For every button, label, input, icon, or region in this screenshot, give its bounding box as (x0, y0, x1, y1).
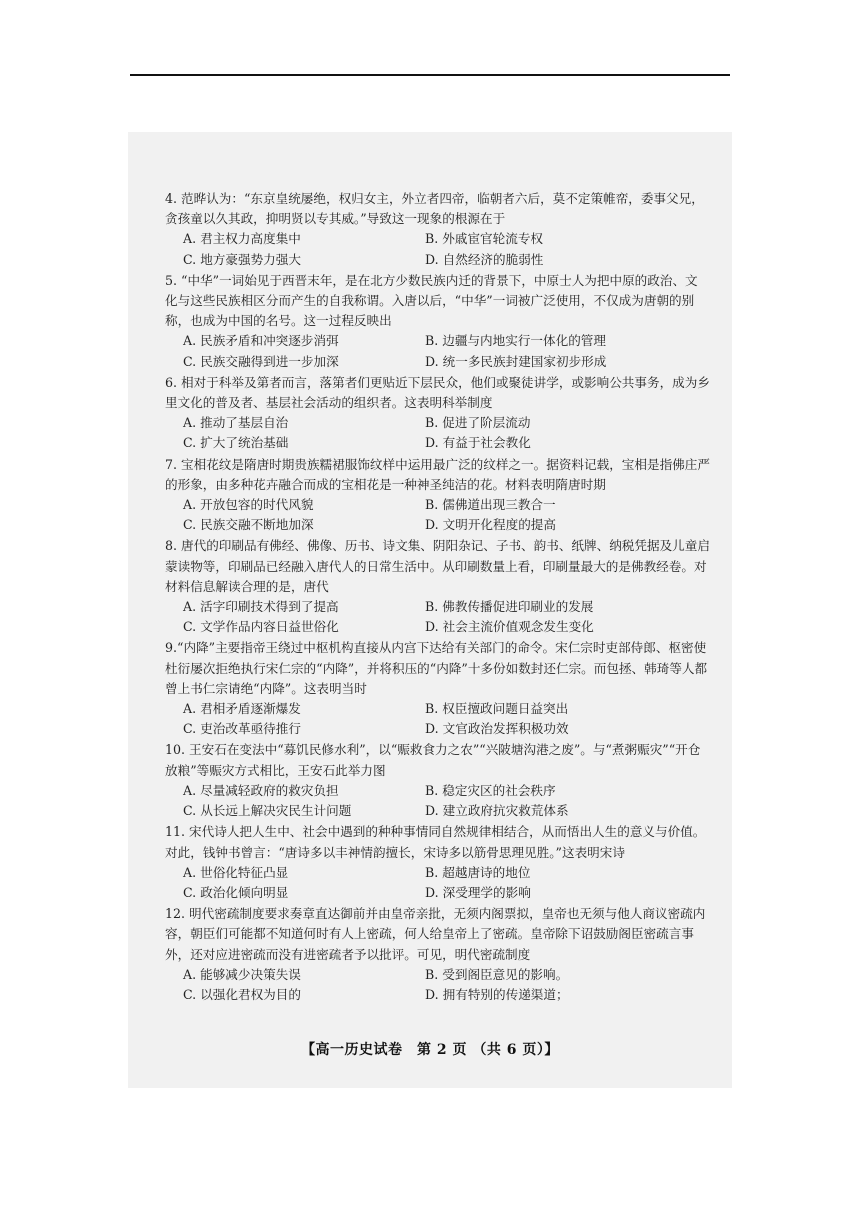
option-grid (183, 699, 710, 739)
question-stem: 10. 王安石在变法中“募饥民修水利”，以“赈救食力之农”“兴陂塘沟港之废”。与“煮粥赈灾”“开仓放粮”等赈灾方式相比，王安石此举力图 (165, 742, 701, 778)
option-c[interactable]: C. 地方豪强势力强大 (183, 251, 301, 267)
option-a[interactable]: A. 能够减少决策失误 (183, 966, 301, 982)
question-7 (165, 455, 710, 536)
question-stem: 4. 范晔认为：“东京皇统屡绝，权归女主，外立者四帝，临朝者六后，莫不定策帷帟，委事父兄，贪孩童以久其政，抑明贤以专其威。”导致这一现象的根源在于 (165, 191, 704, 227)
page-footer: 【高一历史试卷 第 2 页 （共 6 页）】 (301, 1042, 559, 1058)
option-c[interactable]: C. 文学作品内容日益世俗化 (183, 619, 339, 635)
option-d[interactable]: D. 统一多民族封建国家初步形成 (425, 353, 607, 369)
question-10 (165, 740, 710, 821)
option-a[interactable]: A. 君相矛盾逐渐爆发 (183, 701, 301, 717)
option-d[interactable]: D. 社会主流价值观念发生变化 (425, 619, 594, 635)
option-d[interactable]: D. 建立政府抗灾救荒体系 (425, 803, 569, 819)
option-b[interactable]: B. 佛教传播促进印刷业的发展 (425, 599, 594, 615)
option-c[interactable]: C. 从长远上解决灾民生计问题 (183, 803, 352, 819)
option-grid (183, 863, 710, 903)
option-c[interactable]: C. 以强化君权为目的 (183, 986, 301, 1002)
option-grid (183, 413, 710, 453)
option-a[interactable]: A. 君主权力高度集中 (183, 231, 301, 247)
option-d[interactable]: D. 文官政治发挥积极功效 (425, 721, 569, 737)
question-stem: 9.“内降”主要指帝王绕过中枢机构直接从内宫下达给有关部门的命令。宋仁宗时吏部侍郎、枢密使杜衍屡次拒绝执行宋仁宗的“内降”，并将积压的“内降”十多份如数封还仁宗。而包拯、韩琦等人都曾上书仁宗请绝“内降”。这表明当时 (165, 640, 708, 696)
option-grid (183, 597, 710, 637)
option-a[interactable]: A. 世俗化特征凸显 (183, 864, 289, 880)
option-a[interactable]: A. 活字印刷技术得到了提高 (183, 599, 339, 615)
option-a[interactable]: A. 推动了基层自治 (183, 415, 289, 431)
question-stem: 5. “中华”一词始见于西晋末年，是在北方少数民族内迁的背景下，中原士人为把中原的政治、文化与这些民族相区分而产生的自我称谓。入唐以后，“中华”一词被广泛使用，不仅成为唐朝的别称，也成为中国的名号。这一过程反映出 (165, 272, 698, 329)
option-grid (183, 495, 710, 535)
question-6 (165, 373, 710, 454)
question-stem: 12. 明代密疏制度要求奏章直达御前并由皇帝亲批，无须内阁票拟，皇帝也无须与他人商议密疏内容，朝臣们可能都不知道何时有人上密疏，何人给皇帝上了密疏。皇帝除下诏鼓励阁臣密疏言事外，还对应进密疏而没有进密疏者予以批评。可见，明代密疏制度 (165, 906, 706, 962)
option-d[interactable]: D. 文明开化程度的提高 (425, 517, 556, 533)
option-b[interactable]: B. 超越唐诗的地位 (425, 864, 531, 880)
question-stem: 6. 相对于科举及第者而言，落第者们更贴近下层民众，他们或聚徒讲学，或影响公共事务，成为乡里文化的普及者、基层社会活动的组织者。这表明科举制度 (165, 374, 710, 411)
option-a[interactable]: A. 开放包容的时代风貌 (183, 497, 314, 513)
question-stem: 7. 宝相花纹是隋唐时期贵族糯裙服饰纹样中运用最广泛的纹样之一。据资料记载，宝相是指佛庄严的形象，由多种花卉融合而成的宝相花是一种神圣纯洁的花。材料表明隋唐时期 (165, 456, 710, 492)
question-list (165, 189, 710, 1006)
question-9 (165, 638, 710, 739)
option-grid (183, 229, 710, 269)
question-5 (165, 271, 710, 372)
question-stem: 8. 唐代的印刷品有佛经、佛像、历书、诗文集、阴阳杂记、子书、韵书、纸牌、纳税凭据及儿童启蒙读物等，印刷品已经融入唐代人的日常生活中。从印刷数量上看，印刷量最大的是佛教经卷。对材料信息解读合理的是，唐代 (165, 538, 710, 594)
option-b[interactable]: B. 外戚宦官轮流专权 (425, 231, 544, 247)
option-grid (183, 965, 710, 1005)
top-rule (130, 74, 730, 76)
option-d[interactable]: D. 深受理学的影响 (425, 884, 531, 900)
option-c[interactable]: C. 民族交融不断地加深 (183, 517, 314, 533)
question-8 (165, 536, 710, 637)
option-c[interactable]: C. 扩大了统治基础 (183, 435, 289, 451)
option-grid (183, 331, 710, 371)
question-12 (165, 904, 710, 1005)
question-4 (165, 189, 710, 270)
option-b[interactable]: B. 边疆与内地实行一体化的管理 (425, 333, 606, 349)
question-11 (165, 822, 710, 903)
option-b[interactable]: B. 儒佛道出现三教合一 (425, 497, 556, 513)
option-b[interactable]: B. 权臣擅政问题日益突出 (425, 701, 569, 717)
option-c[interactable]: C. 吏治改革亟待推行 (183, 721, 301, 737)
option-b[interactable]: B. 稳定灾区的社会秩序 (425, 782, 556, 798)
option-b[interactable]: B. 促进了阶层流动 (425, 415, 531, 431)
option-b[interactable]: B. 受到阁臣意见的影响。 (425, 966, 569, 982)
option-c[interactable]: C. 民族交融得到进一步加深 (183, 353, 339, 369)
option-a[interactable]: A. 尽量减轻政府的救灾负担 (183, 782, 339, 798)
option-grid (183, 781, 710, 821)
question-stem: 11. 宋代诗人把人生中、社会中遇到的种种事情同自然规律相结合，从而悟出人生的意义与价值。对此，钱钟书曾言：“唐诗多以丰神情韵擅长，宋诗多以筋骨思理见胜。”这表明宋诗 (165, 824, 706, 860)
option-c[interactable]: C. 政治化倾向明显 (183, 884, 289, 900)
option-a[interactable]: A. 民族矛盾和冲突逐步消弭 (183, 333, 339, 349)
option-d[interactable]: D. 有益于社会教化 (425, 435, 531, 451)
option-d[interactable]: D. 拥有特别的传递渠道； (425, 986, 569, 1002)
option-d[interactable]: D. 自然经济的脆弱性 (425, 251, 544, 267)
